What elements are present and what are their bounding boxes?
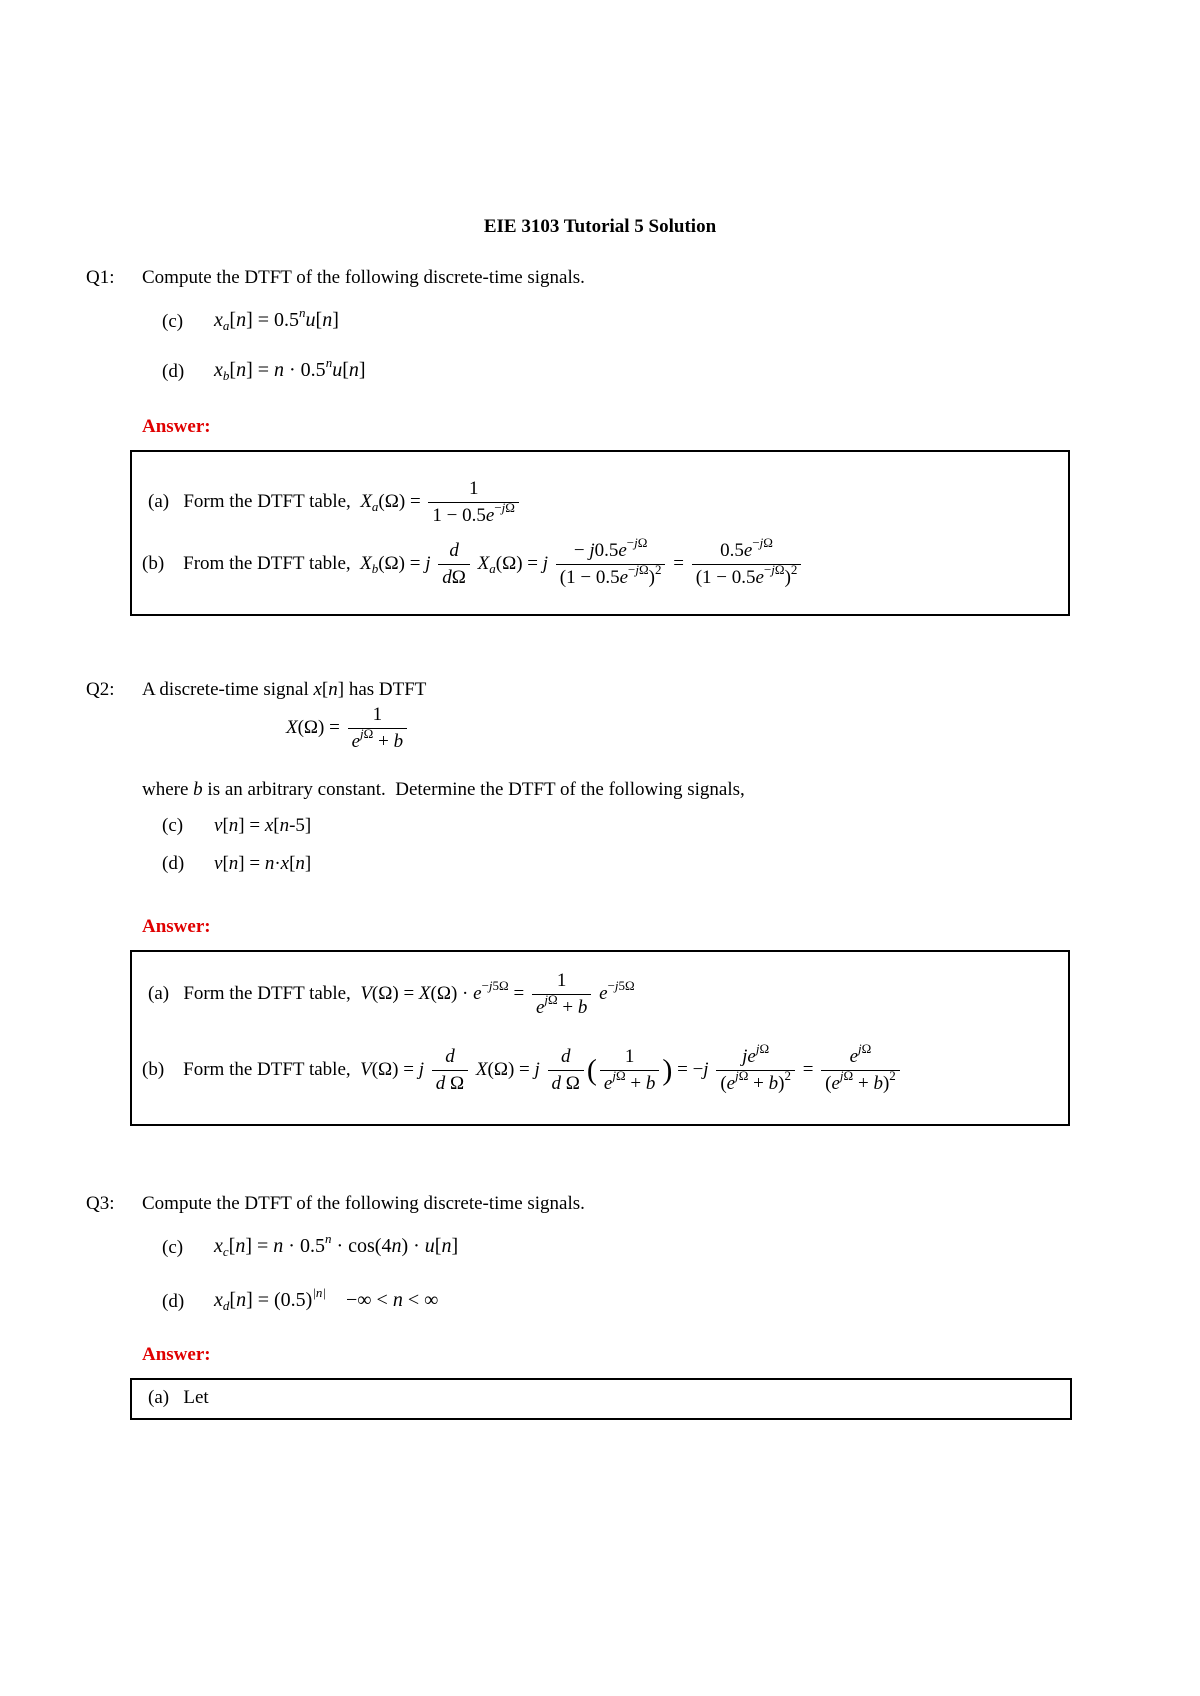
q1-answer-a: (a) Form the DTFT table, $X_a(\Omega)$ = $\frac{1}{1 - 0.5e^{-j\Omega}}$ <box>148 476 522 529</box>
q3-answer-label: Answer: <box>142 1344 211 1365</box>
q3-item-d-label: (d) <box>162 1291 185 1312</box>
q3-answer-box <box>130 1378 1072 1420</box>
q3-item-c-label: (c) <box>162 1237 184 1258</box>
q1-item-c-expr: $x_a[n] = 0.5^nu[n]$ <box>214 305 339 333</box>
q2-item-d-expr: v[n] = n·x[n] <box>214 853 312 874</box>
q2-prompt: A discrete-time signal x[n] has DTFT <box>142 679 427 700</box>
q2-label: Q2: <box>86 679 115 700</box>
q1-item-d-label: (d) <box>162 361 185 382</box>
q1-item-c-label: (c) <box>162 311 184 332</box>
q3-prompt: Compute the DTFT of the following discrete-time signals. <box>142 1193 585 1214</box>
q2-answer-b: (b) Form the DTFT table, V(Ω) = j $\frac{d}{\text{d Ω}}$ X(Ω) = j $\frac{d}{\text{d Ω}}$ ( $\frac{1}{e^{j\Omega} + b}$ ) = −j $\frac{je^{j\Omega}}{(e^{j\Omega} + b)^2}$ = $\frac{e^{j\Omega}}{(e^{j\Omega} + b)^2}$ <box>142 1044 903 1097</box>
q2-item-c-label: (c) <box>162 815 184 836</box>
q2-answer-label: Answer: <box>142 916 211 937</box>
q2-item-c-expr: v[n] = x[n-5] <box>214 815 312 836</box>
q1-label: Q1: <box>86 267 115 288</box>
q2-answer-box <box>130 950 1070 1126</box>
q1-answer-b: (b) From the DTFT table, $X_b(\Omega) = j$ $\frac{d}{d\Omega}$ $X_a(\Omega) = j$ $\frac{- j0.5e^{-j\Omega}}{(1 - 0.5e^{-j\Omega})^2}$ = $\frac{0.5e^{-j\Omega}}{(1 - 0.5e^{-j\Omega})^2}$ <box>142 538 804 591</box>
q1-answer-box <box>130 450 1070 616</box>
q2-dtft-expr: X(Ω) = $\frac{1}{e^{j\Omega} + b}$ <box>286 702 410 755</box>
q3-item-c-expr: $x_c[n] = n \cdot 0.5^n \cdot \cos(4n) \cdot u[n]$ <box>214 1231 459 1259</box>
q2-answer-a: (a) Form the DTFT table, $V(\Omega) = X(\Omega) \cdot e^{-j5\Omega}$ = $\frac{1}{e^{j\Omega} + b}$ $e^{-j5\Omega}$ <box>148 968 635 1021</box>
q3-answer-a: (a) Let <box>148 1387 209 1408</box>
q1-item-d-expr: $x_b[n] = n \cdot 0.5^nu[n]$ <box>214 355 366 383</box>
page-title: EIE 3103 Tutorial 5 Solution <box>483 216 717 237</box>
q1-answer-label: Answer: <box>142 416 211 437</box>
q3-item-d-expr: $x_d[n] = (0.5)^{|n|}$ −∞ < n < ∞ <box>214 1285 439 1313</box>
q1-prompt: Compute the DTFT of the following discrete-time signals. <box>142 267 585 288</box>
q2-item-d-label: (d) <box>162 853 185 874</box>
q2-where-text: where b is an arbitrary constant. Determine the DTFT of the following signals, <box>142 779 745 800</box>
q3-label: Q3: <box>86 1193 115 1214</box>
